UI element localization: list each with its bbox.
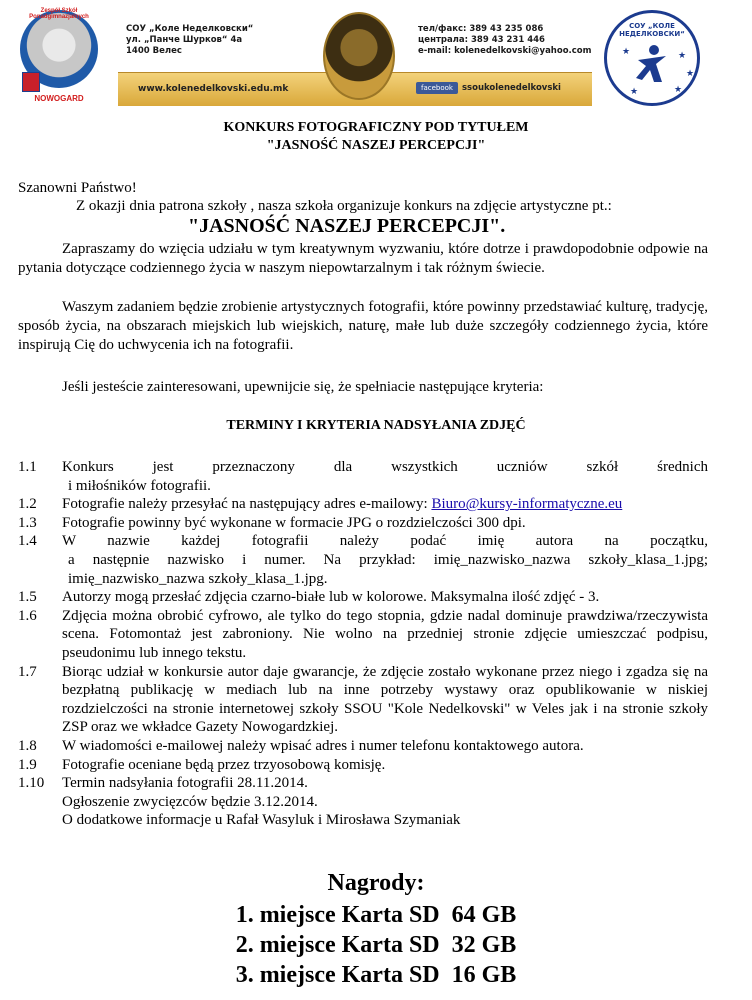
- paragraph-task: Waszym zadaniem będzie zrobienie artystycznych fotografii, które powinny przedstawiać kulturę, tradycję, sposób życia, na obszarach miejskich lub wiejskich, naturę, małe lub duże szczegóły codziennego życia, które inspirują Cię do uchwycenia ich na fotografii.: [18, 299, 708, 353]
- contest-email-link[interactable]: Biuro@kursy-informatyczne.eu: [431, 496, 623, 513]
- rule-continuation: a następnie nazwisko i numer. Na przykład: imię_nazwisko_nazwa szkoły_klasa_1.jpg; imię_nazwisko_nazwa szkoły_klasa_1.jpg.: [68, 551, 708, 587]
- intro-text: Z okazji dnia patrona szkoły , nasza szkoła organizuje konkurs na zdjęcie artystyczne pt.:: [76, 198, 612, 214]
- list-item: [18, 495, 708, 514]
- running-figure-icon: [634, 44, 670, 84]
- school-banner: [118, 10, 592, 98]
- rule-text: Fotografie należy przesyłać na następujący adres e-mailowy:: [62, 496, 432, 513]
- rule-continuation: i miłośników fotografii.: [68, 477, 211, 494]
- facebook-icon: facebook: [416, 82, 458, 94]
- logo-place-name: NOWOGARD: [34, 94, 84, 103]
- kole-nedelkovski-logo: [600, 6, 704, 110]
- list-item: [18, 737, 708, 756]
- list-item: [18, 514, 708, 533]
- nowogard-school-logo: [14, 6, 102, 106]
- rule-number: 1.8: [18, 737, 37, 754]
- list-item: [18, 756, 708, 775]
- rule-number: 1.5: [18, 589, 37, 606]
- contest-title: "JASNOŚĆ NASZEJ PERCEPCJI".: [188, 215, 506, 237]
- rule-text: Autorzy mogą przesłać zdjęcia czarno-białe lub w kolorowe. Maksymalna ilość zdjęć - 3.: [62, 589, 600, 606]
- star-icon: ★: [622, 46, 631, 56]
- logo-ring-text: СОУ „КОЛЕ НЕДЕЛКОВСКИ“: [619, 22, 685, 38]
- list-item: [18, 663, 708, 737]
- rule-number: 1.3: [18, 514, 37, 531]
- list-item: [18, 532, 708, 551]
- rule-number: 1.9: [18, 756, 37, 773]
- school-website-link[interactable]: www.kolenedelkovski.edu.mk: [138, 84, 289, 94]
- patron-portrait-icon: [323, 12, 395, 100]
- list-item: [18, 607, 708, 663]
- list-item: [18, 774, 708, 793]
- rule-number: 1.1: [18, 459, 37, 475]
- star-icon: ★: [630, 86, 639, 96]
- facebook-link[interactable]: [416, 82, 561, 94]
- paragraph-invitation: Zapraszamy do wzięcia udziału w tym kreatywnym wyzwaniu, które dotrze i prawdopodobnie odpowie na pytania dotyczące codziennego życia w naszym niepowtarzalnym i tak różnym świecie.: [18, 241, 708, 276]
- rule-text: W wiadomości e-mailowej należy wpisać adres i numer telefonu kontaktowego autora.: [62, 737, 584, 754]
- school-contact: [418, 24, 592, 57]
- school-city: 1400 Велес: [126, 46, 182, 56]
- school-street: ул. „Панче Шурков“ 4а: [126, 35, 243, 45]
- school-name: СОУ „Коле Неделковски“: [126, 24, 254, 34]
- rule-text-with-email: [62, 495, 708, 514]
- rule-text: Biorąc udział w konkursie autor daje gwarancje, że zdjęcie zostało wykonane przez niego i zgadza się na bezpłatną publikację w mediach lub na inne potrzeby wystawy oraz opublikowanie w niskiej rozdzielczości na stronie internetowej szkoły SSOU "Kole Nedelkovski" w Veles jak i na stronie szkoły ZSP oraz we wkładce Gazety Nowogardzkiej.: [62, 663, 708, 736]
- town-coat-of-arms-icon: [22, 72, 40, 92]
- school-address: [126, 24, 253, 57]
- star-icon: ★: [678, 50, 687, 60]
- rule-text: W nazwie każdej fotografii należy podać imię autora na początku,: [62, 533, 708, 550]
- rule-number: 1.7: [18, 663, 37, 680]
- prizes-heading: Nagrody:: [327, 870, 425, 896]
- rule-number: 1.6: [18, 607, 37, 624]
- rule-text: Fotografie powinny być wykonane w formacie JPG o rozdzielczości 300 dpi.: [62, 514, 526, 531]
- rule-text: Fotografie oceniane będą przez trzyosobową komisję.: [62, 756, 386, 773]
- logo-arc-text: Zespół Szkół Ponadgimnazjalnych: [29, 8, 89, 20]
- document-heading-line2: "JASNOŚĆ NASZEJ PERCEPCJI": [266, 138, 486, 153]
- contact-email: e-mail: kolenedelkovski@yahoo.com: [418, 46, 592, 56]
- prize-second: 2. miejsce Karta SD 32 GB: [235, 932, 517, 958]
- star-icon: ★: [674, 84, 683, 94]
- rule-number: 1.4: [18, 533, 37, 550]
- rule-text: Zdjęcia można obrobić cyfrowo, ale tylko do tego stopnia, gdzie nadal dominuje prawdziwa/rzeczywista scena. Fotomontaż jest zabroniony. Nie wolno na przedniej stronie zdjęcie umieszczać podpisu, pseudonimu lub innego tekstu.: [62, 607, 708, 661]
- facebook-name: ssoukolenedelkovski: [462, 83, 561, 93]
- rule-text: Termin nadsyłania fotografii 28.11.2014.: [62, 775, 308, 792]
- paragraph-criteria-intro: Jeśli jesteście zainteresowani, upewnijcie się, że spełniacie następujące kryteria:: [62, 379, 544, 395]
- document-heading-line1: KONKURS FOTOGRAFICZNY POD TYTUŁEM: [223, 120, 529, 135]
- prize-third: 3. miejsce Karta SD 16 GB: [235, 962, 517, 988]
- list-item: [18, 588, 708, 607]
- star-icon: ★: [686, 68, 695, 78]
- letterhead: [0, 0, 752, 112]
- list-item: [18, 458, 708, 477]
- rule-text: Konkurs jest przeznaczony dla wszystkich uczniów szkół średnich: [62, 459, 708, 475]
- rule-number: 1.2: [18, 496, 37, 513]
- section-title: TERMINY I KRYTERIA NADSYŁANIA ZDJĘĆ: [226, 418, 526, 433]
- phone-fax: тел/факс: 389 43 235 086: [418, 24, 544, 34]
- prize-first: 1. miejsce Karta SD 64 GB: [235, 902, 517, 928]
- rule-number: 1.10: [18, 775, 45, 792]
- contact-persons: O dodatkowe informacje u Rafał Wasyluk i Mirosława Szymaniak: [62, 812, 461, 829]
- central-phone: централа: 389 43 231 446: [418, 35, 545, 45]
- salutation: Szanowni Państwo!: [18, 180, 137, 196]
- winners-announcement: Ogłoszenie zwycięzców będzie 3.12.2014.: [62, 793, 318, 810]
- rules-list: [18, 458, 708, 830]
